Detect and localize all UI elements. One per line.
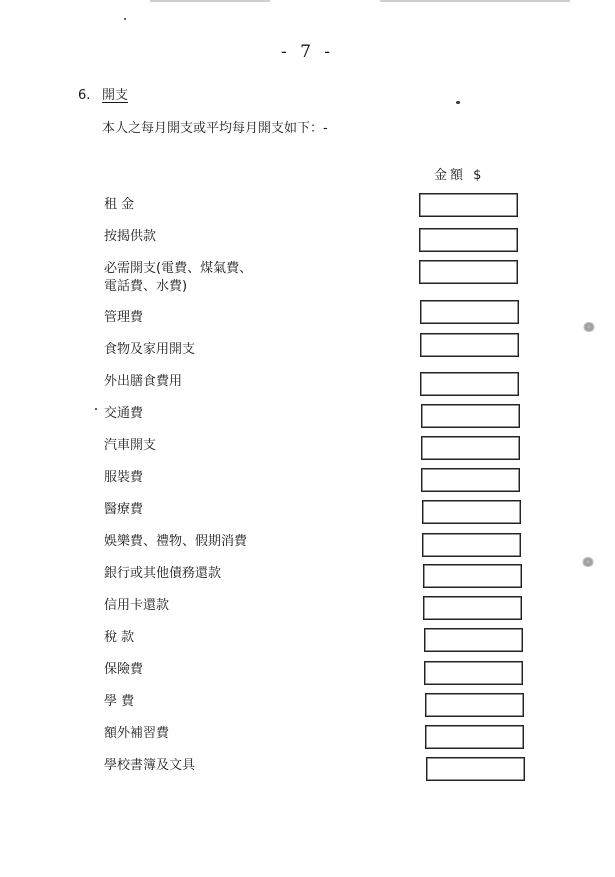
punch-hole-mark — [583, 322, 595, 332]
amount-input-box[interactable] — [425, 725, 524, 749]
expense-label: 按揭供款 — [104, 229, 157, 244]
expense-label: 學 費 — [104, 694, 135, 709]
amount-input-box[interactable] — [423, 596, 522, 620]
amount-input-box[interactable] — [426, 757, 525, 781]
amount-input-box[interactable] — [424, 628, 523, 652]
expense-label: 額外補習費 — [104, 726, 170, 741]
scan-speck — [95, 408, 97, 410]
scan-artifact — [380, 0, 570, 2]
amount-input-box[interactable] — [420, 300, 519, 324]
expense-label: 食物及家用開支 — [104, 342, 196, 357]
expense-label: 外出膳食費用 — [104, 374, 183, 389]
amount-input-box[interactable] — [423, 564, 522, 588]
amount-input-box[interactable] — [419, 193, 518, 217]
amount-input-box[interactable] — [420, 333, 519, 357]
amount-input-box[interactable] — [424, 661, 523, 685]
expense-label: 租 金 — [104, 197, 135, 212]
amount-input-box[interactable] — [420, 372, 519, 396]
section-title: 開支 — [102, 88, 129, 103]
intro-text: 本人之每月開支或平均每月開支如下：- — [102, 121, 328, 136]
expense-label: 醫療費 — [104, 502, 144, 517]
scan-speck — [124, 18, 126, 20]
expense-label: 必需開支(電費、煤氣費、 電話費、水費) — [104, 261, 253, 294]
amount-column-header: 金額 $ — [434, 168, 485, 183]
section-heading — [78, 84, 128, 103]
expense-label: 娛樂費、禮物、假期消費 — [104, 534, 248, 549]
amount-input-box[interactable] — [422, 533, 521, 557]
amount-input-box[interactable] — [425, 693, 524, 717]
expense-label: 學校書簿及文具 — [104, 758, 196, 773]
section-number: 6. — [78, 88, 91, 103]
amount-input-box[interactable] — [421, 468, 520, 492]
scan-speck — [456, 101, 460, 104]
expense-label: 銀行或其他債務還款 — [104, 566, 222, 581]
expense-label: 稅 款 — [104, 630, 135, 645]
amount-input-box[interactable] — [419, 228, 518, 252]
scan-artifact — [150, 0, 270, 2]
amount-input-box[interactable] — [421, 436, 520, 460]
amount-input-box[interactable] — [422, 500, 521, 524]
expense-label: 服裝費 — [104, 470, 144, 485]
expense-label: 管理費 — [104, 310, 144, 325]
expense-label: 信用卡還款 — [104, 598, 170, 613]
punch-hole-mark — [582, 557, 594, 567]
expense-label: 汽車開支 — [104, 438, 157, 453]
expense-label: 保險費 — [104, 662, 144, 677]
page-number: - 7 - — [280, 42, 335, 62]
expense-label: 交通費 — [104, 406, 144, 421]
amount-input-box[interactable] — [421, 404, 520, 428]
amount-input-box[interactable] — [419, 260, 518, 284]
